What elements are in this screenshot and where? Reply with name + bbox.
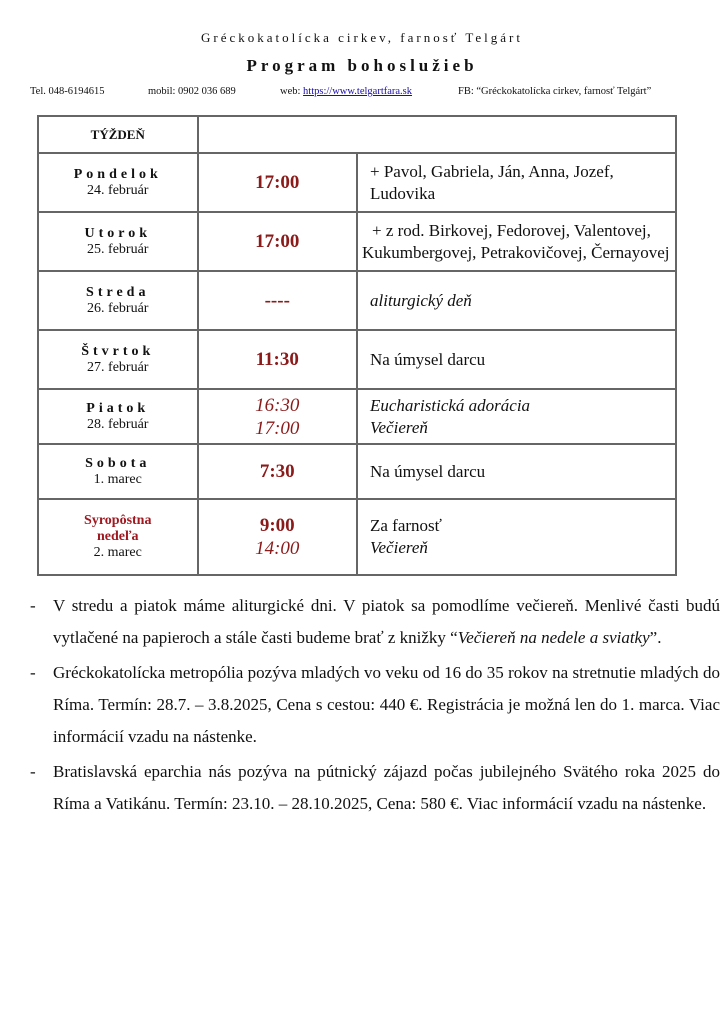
day-date: 27. február: [87, 359, 149, 375]
announcement-item: - Bratislavská eparchia nás pozýva na pútnický zájazd počas jubilejného Svätého roka 2025 do Ríma a Vatikánu. Termín: 23.10. – 28.10.2025, Cena: 580 €. Viac informácií vzadu na nástenke.: [30, 762, 720, 813]
table-header-row: [38, 116, 676, 153]
mobile: mobil: 0902 036 689: [148, 86, 236, 97]
day-date: 25. február: [87, 241, 149, 257]
day-name-2: nedeľa: [96, 529, 139, 544]
day-date: 26. február: [87, 300, 149, 316]
day-name: Syropôstna: [84, 513, 152, 528]
service-text: Eucharistická adorácia: [370, 395, 531, 415]
phone: Tel. 048-6194615: [30, 86, 105, 97]
table-row: [38, 271, 676, 330]
table-row: [38, 330, 676, 389]
service-time: 7:30: [259, 461, 295, 482]
service-text: + z rod. Birkovej, Fedorovej, Valentovej,: [372, 220, 651, 240]
facebook: FB: “Gréckokatolícka cirkev, farnosť Telgárt”: [458, 86, 652, 97]
day-date: 24. február: [87, 182, 149, 198]
announcement-item: - Gréckokatolícka metropólia pozýva mladých vo veku od 16 do 35 rokov na stretnutie mladých do Ríma. Termín: 28.7. – 3.8.2025, Cena s cestou: 440 €. Registrácia je možná len do 1. marca. Viac informácií vzadu na nástenke.: [30, 663, 720, 746]
service-text: Kukumbergovej, Petrakovičovej, Černayovej: [362, 242, 670, 262]
service-time: 17:00: [255, 417, 300, 439]
service-time: 17:00: [255, 172, 300, 193]
day-date: 1. marec: [93, 471, 142, 487]
service-time: 11:30: [255, 349, 299, 370]
service-text: aliturgický deň: [370, 290, 472, 310]
day-name: Utorok: [84, 225, 152, 241]
day-name: Štvrtok: [81, 343, 155, 359]
service-time: 14:00: [255, 538, 300, 559]
web: [280, 86, 412, 97]
table-row: [38, 499, 676, 575]
page-title: Program bohoslužieb: [246, 56, 478, 75]
table-row: [38, 389, 676, 444]
day-date: 2. marec: [93, 545, 142, 560]
day-name: Sobota: [85, 455, 151, 471]
service-text: Na úmysel darcu: [370, 461, 486, 481]
week-label: TÝŽDEŇ: [38, 116, 198, 153]
service-text: Večiereň: [370, 538, 428, 557]
service-text: Na úmysel darcu: [370, 349, 486, 369]
announcements: [30, 590, 720, 823]
day-name: Pondelok: [73, 166, 162, 182]
table-row: [38, 153, 676, 212]
day-name: Streda: [86, 284, 150, 300]
web-link[interactable]: https://www.telgartfara.sk: [303, 86, 413, 97]
service-time: 17:00: [255, 231, 300, 252]
day-date: 28. február: [87, 416, 149, 432]
service-text: + Pavol, Gabriela, Ján, Anna, Jozef, Ludovika: [370, 161, 614, 203]
service-time: ----: [264, 290, 290, 311]
web-label: web:: [280, 86, 301, 97]
service-time: 16:30: [255, 394, 300, 416]
table-row: [38, 212, 676, 271]
service-text: Za farnosť: [370, 516, 442, 535]
day-name: Piatok: [86, 400, 150, 416]
service-time: 9:00: [259, 515, 295, 536]
table-row: [38, 444, 676, 499]
announcement-item: - V stredu a piatok máme aliturgické dni. V piatok sa pomodlíme večiereň. Menlivé časti budú vytlačené na papieroch a stále časti budeme brať z knižky “Večiereň na nedele a sviatky”.: [30, 596, 720, 647]
service-text: Večiereň: [370, 417, 428, 437]
schedule-table: [37, 115, 677, 576]
parish-name: Gréckokatolícka cirkev, farnosť Telgárt: [201, 30, 523, 45]
